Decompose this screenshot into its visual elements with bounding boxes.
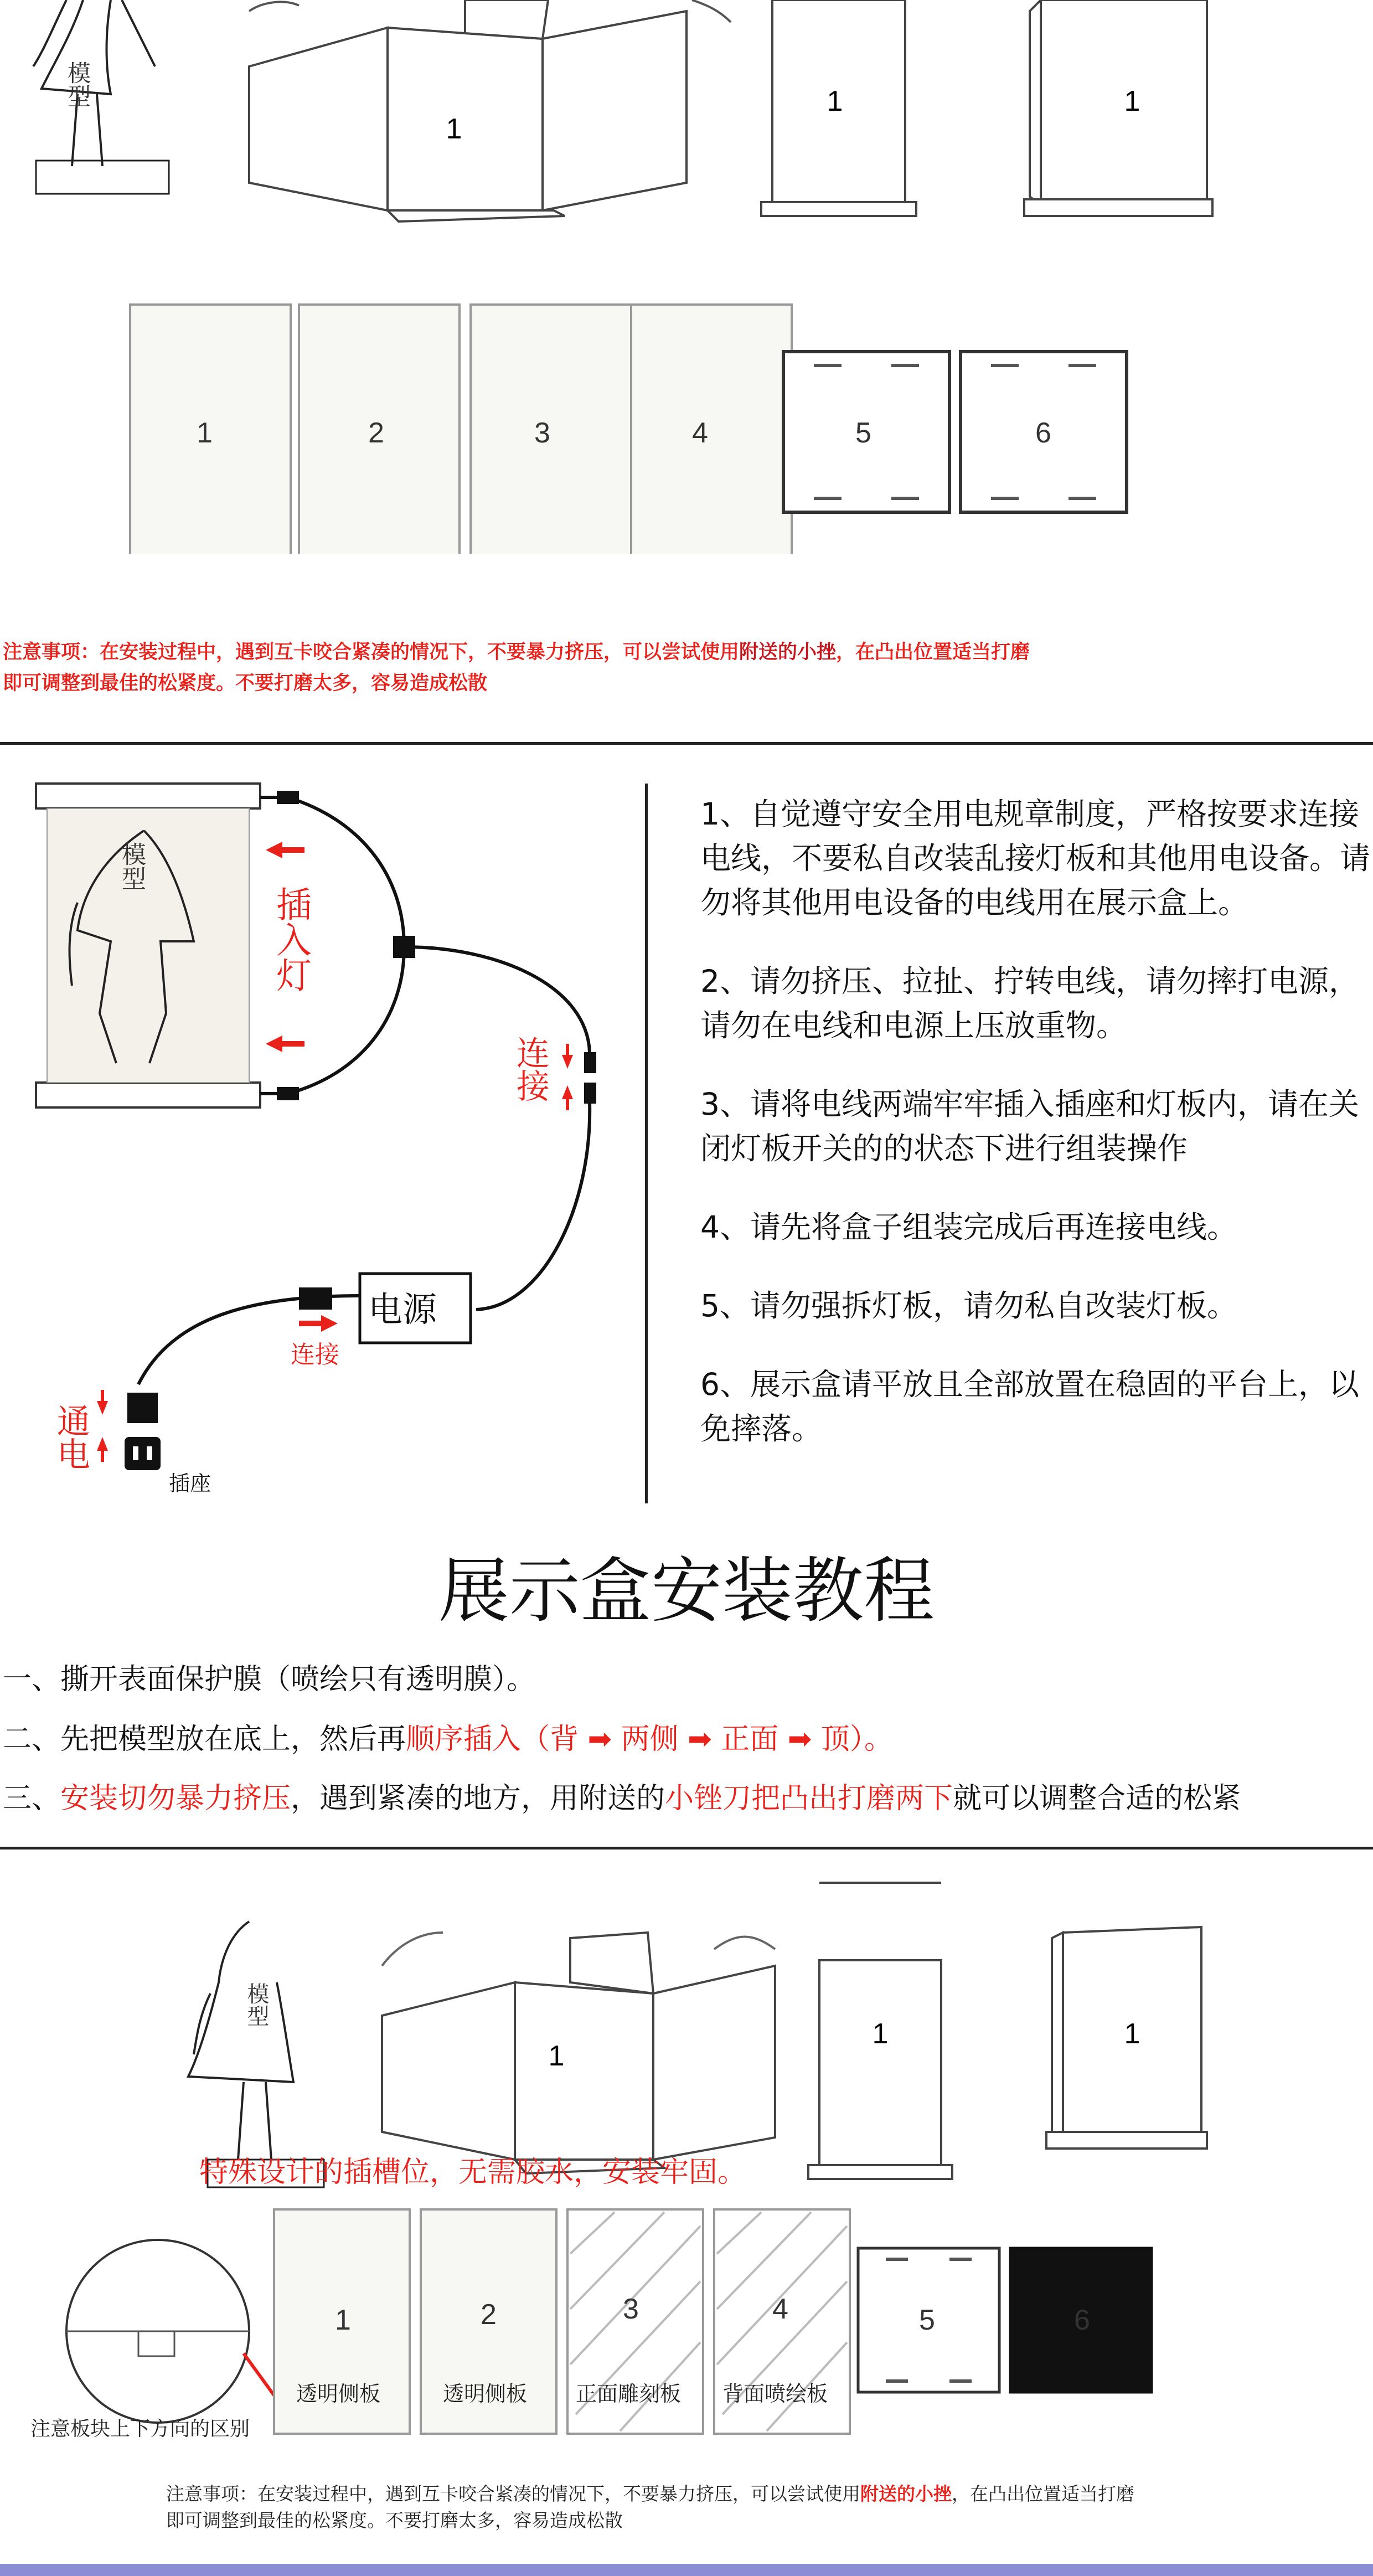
top-panel-number-4: 4 [692,417,708,449]
rule-2: 2、请勿挤压、拉扯、拧转电线，请勿摔打电源，请勿在电线和电源上压放重物。 [700,964,1359,1043]
panel-4 [631,305,792,554]
wiring-vertical-divider [645,784,648,1503]
bottom-note-line1-b: ，在凸出位置适当打磨 [952,2483,1134,2505]
top-note-line2: 即可调整到最佳的松紧度。不要打磨太多，容易造成松散 [3,672,488,694]
socket-icon [125,1437,161,1470]
step-3-prefix: 三、 [3,1782,61,1815]
top-note-line1-b: ，在凸出位置适当打磨 [836,641,1030,663]
circle-direction-note: 注意板块上下方向的区别 [30,2418,250,2440]
bottom-panel-number-2: 2 [481,2299,497,2331]
top-model-text: 模型 [64,61,91,107]
step-2-order: 顺序插入（背 ➡ 两侧 ➡ 正面 ➡ 顶）。 [406,1723,893,1756]
power-label: 电源 [368,1289,437,1330]
special-design-note: 特殊设计的插槽位，无需胶水，安装牢固。 [199,2156,747,2189]
top-note-line1-a: 注意事项：在安装过程中，遇到互卡咬合紧凑的情况下，不要暴力挤压，可以尝试使用 [3,641,740,663]
bottom-band [0,2564,1373,2576]
bottom-box-label-front: 1 [872,2018,889,2050]
figure-model-top [33,0,169,194]
step-3-warning: 安装切勿暴力挤压 [60,1782,291,1815]
top-assembly-note [3,637,1370,699]
socket-label: 插座 [169,1471,211,1496]
top-panel-number-3: 3 [534,417,550,449]
top-box-label-angled: 1 [1124,85,1140,117]
bottom-note-line1-a: 注意事项：在安装过程中，遇到互卡咬合紧凑的情况下，不要暴力挤压，可以尝试使用 [166,2483,860,2505]
rule-4: 4、请先将盒子组装完成后再连接电线。 [700,1209,1237,1245]
connect-label-b: 连接 [291,1341,339,1369]
bottom-note-line1-red: 附送的小挫 [860,2483,952,2505]
figure-model-bottom [188,1921,324,2187]
wiring-model-label: 模型 [117,842,146,890]
slot-detail-circle [66,2240,249,2423]
top-square-panels [783,352,1127,512]
bottom-panel-number-3: 3 [623,2293,639,2325]
divider-2 [0,1847,1373,1849]
connect-label-a: 连接 [511,1035,550,1102]
top-note-line1-red: 附送的小挫 [739,641,837,663]
step-2-text: 二、先把模型放在底上，然后再 [3,1723,406,1756]
top-box-label-front: 1 [827,85,843,117]
panel-label-4: 背面喷绘板 [722,2382,828,2406]
rule-1: 1、自觉遵守安全用电规章制度，严格按要求连接电线，不要私自改装乱接灯板和其他用电设备。请勿将其他用电设备的电线用在展示盒上。 [700,796,1371,920]
rule-5: 5、请勿强拆灯板，请勿私自改装灯板。 [700,1288,1237,1323]
step-3-mid: ，遇到紧凑的地方，用附送的 [291,1782,665,1815]
bottom-model-label: 模型 [244,1982,269,2027]
panel-label-1: 透明侧板 [296,2382,381,2406]
top-panel-number-5: 5 [855,417,871,449]
top-unfolding-box [249,0,686,221]
top-assembly-illustration [0,0,1373,554]
bottom-panel-number-1: 1 [335,2304,351,2336]
rule-3: 3、请将电线两端牢牢插入插座和灯板内，请在关闭灯板开关的的状态下进行组装操作 [700,1086,1359,1166]
panel-label-2: 透明侧板 [443,2382,528,2406]
step-1: 一、撕开表面保护膜（喷绘只有透明膜）。 [3,1663,536,1696]
tutorial-title: 展示盒安装教程 [438,1550,935,1632]
cable-junction [393,936,415,958]
bottom-panel-number-5: 5 [919,2304,935,2336]
step-3-end: 就可以调整合适的松紧 [953,1782,1241,1815]
top-unfold-label: 1 [446,113,462,145]
energize-label: 通电 [51,1404,90,1470]
step-3-tip: 小锉刀把凸出打磨两下 [665,1782,953,1815]
safety-rules [700,792,1370,1451]
step-2 [3,1715,893,1757]
bottom-panel-number-6: 6 [1074,2304,1090,2336]
divider-1 [0,742,1373,745]
bottom-assembly-note [166,2481,1367,2534]
panel-3 [471,305,631,554]
bottom-box-label-angled: 1 [1124,2018,1140,2050]
bottom-unfold-label: 1 [548,2040,565,2072]
rule-6: 6、展示盒请平放且全部放置在稳固的平台上，以免摔落。 [700,1367,1359,1446]
bottom-unfolding-box [382,1933,775,2173]
bottom-note-line2: 即可调整到最佳的松紧度。不要打磨太多，容易造成松散 [166,2510,623,2531]
insert-light-label: 插入灯 [270,886,311,992]
step-3 [3,1775,1241,1816]
wiring-diagram [0,764,653,1506]
top-panel-number-6: 6 [1035,417,1051,449]
panel-label-3: 正面雕刻板 [576,2382,682,2406]
top-box-angled [1024,0,1212,216]
top-panel-number-1: 1 [197,417,213,449]
plug-icon [127,1393,158,1423]
bottom-panel-number-4: 4 [772,2293,788,2325]
top-panel-number-2: 2 [368,417,384,449]
